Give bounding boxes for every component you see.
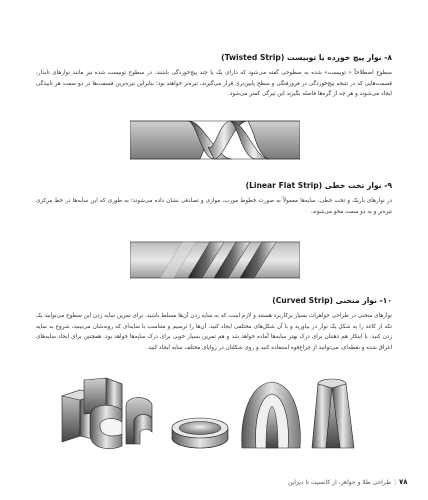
section-title-curved-strip: ۱۰- نوار منحنی (Curved Strip) [272,296,392,305]
section-body-curved-strip: نوارهای منحنی در طراحی جواهرات بسیار پرکاربرد هستند و لازم است که به سایه زدن آن‌ها مسلط باشید. برای تمرین سایه زدن این سطوح می‌توانید یک تکه از کاغذ را به شکل یک نوار در بیاورید و با آن شکل‌های مختلفی ایجاد کنید. آن‌ها را ترسیم و متناسب با سایه‌ای که روبه‌شان می‌بینید، شروع به سایه زدن کنید. با اینکار هم ذهنتان برای درک بهتر سایه‌ها آماده خواهد شد و هم تمرین بسیار خوبی برای درک سایه‌ها خواهد بود. همچنین برای ایجاد سایه‌های اغراق شده و نقطه‌ای، می‌توانید از چراغ‌قوه استفاده کنید و روی شکلتان در زوایای مختلف سایه ایجاد کنید. [36,313,392,351]
section-body-twisted-strip: سطوح اصطلاحاً « توبیست» شده به سطوحی گفته می‌شود که دارای یک یا چند پیچ‌خوردگی باشند. در سطوح توبیست شده نیز مانند نوارهای تابدار، قسمت‌هایی که در نتیجه پیچ‌خوردگی در فرورفتگی و سطح پایین‌تری قرار می‌گیرند، تیره‌تر خواهند بود؛ بنابراین تیره‌ترین قسمت‌ها در دو سمت هر تابیدگی ایجاد می‌شوند و هر چه از گره‌ها فاصله بگیرند این تیرگی کمتر می‌شود. [36,70,392,98]
curved-strip-shape-5 [242,382,301,448]
book-title: طراحی طلا و جواهر، از کانسپت تا دیزاین [288,479,391,486]
page-footer [288,478,408,486]
curved-strip-illustrations [60,376,360,456]
curved-strip-shape-3 [126,397,152,444]
section-title-linear-flat-strip: ۹- نوار تخت خطی (Linear Flat Strip) [245,181,392,190]
page-number: ۷۸ [399,478,408,486]
linear-flat-strip-illustration [130,236,300,284]
twisted-strip-illustration [130,113,300,167]
curved-strip-shape-2 [90,405,122,449]
section-body-linear-flat-strip: در نوارهای باریک و تخت خطی، سایه‌ها معمولاً به صورت خطوط مورب، موازی و تصادفی نشان داده می‌شوند؛ به طوری که این سایه‌ها در خط مرکزی تیره‌تر و به دو سمت محو می‌شوند. [36,198,392,215]
curved-strip-shape-4 [172,418,228,448]
section-title-twisted-strip: ۸- نوار پیچ خورده یا توبیست (Twisted Strip) [221,53,392,62]
curved-strip-shape-6 [312,379,354,448]
footer-separator: | [393,479,397,486]
